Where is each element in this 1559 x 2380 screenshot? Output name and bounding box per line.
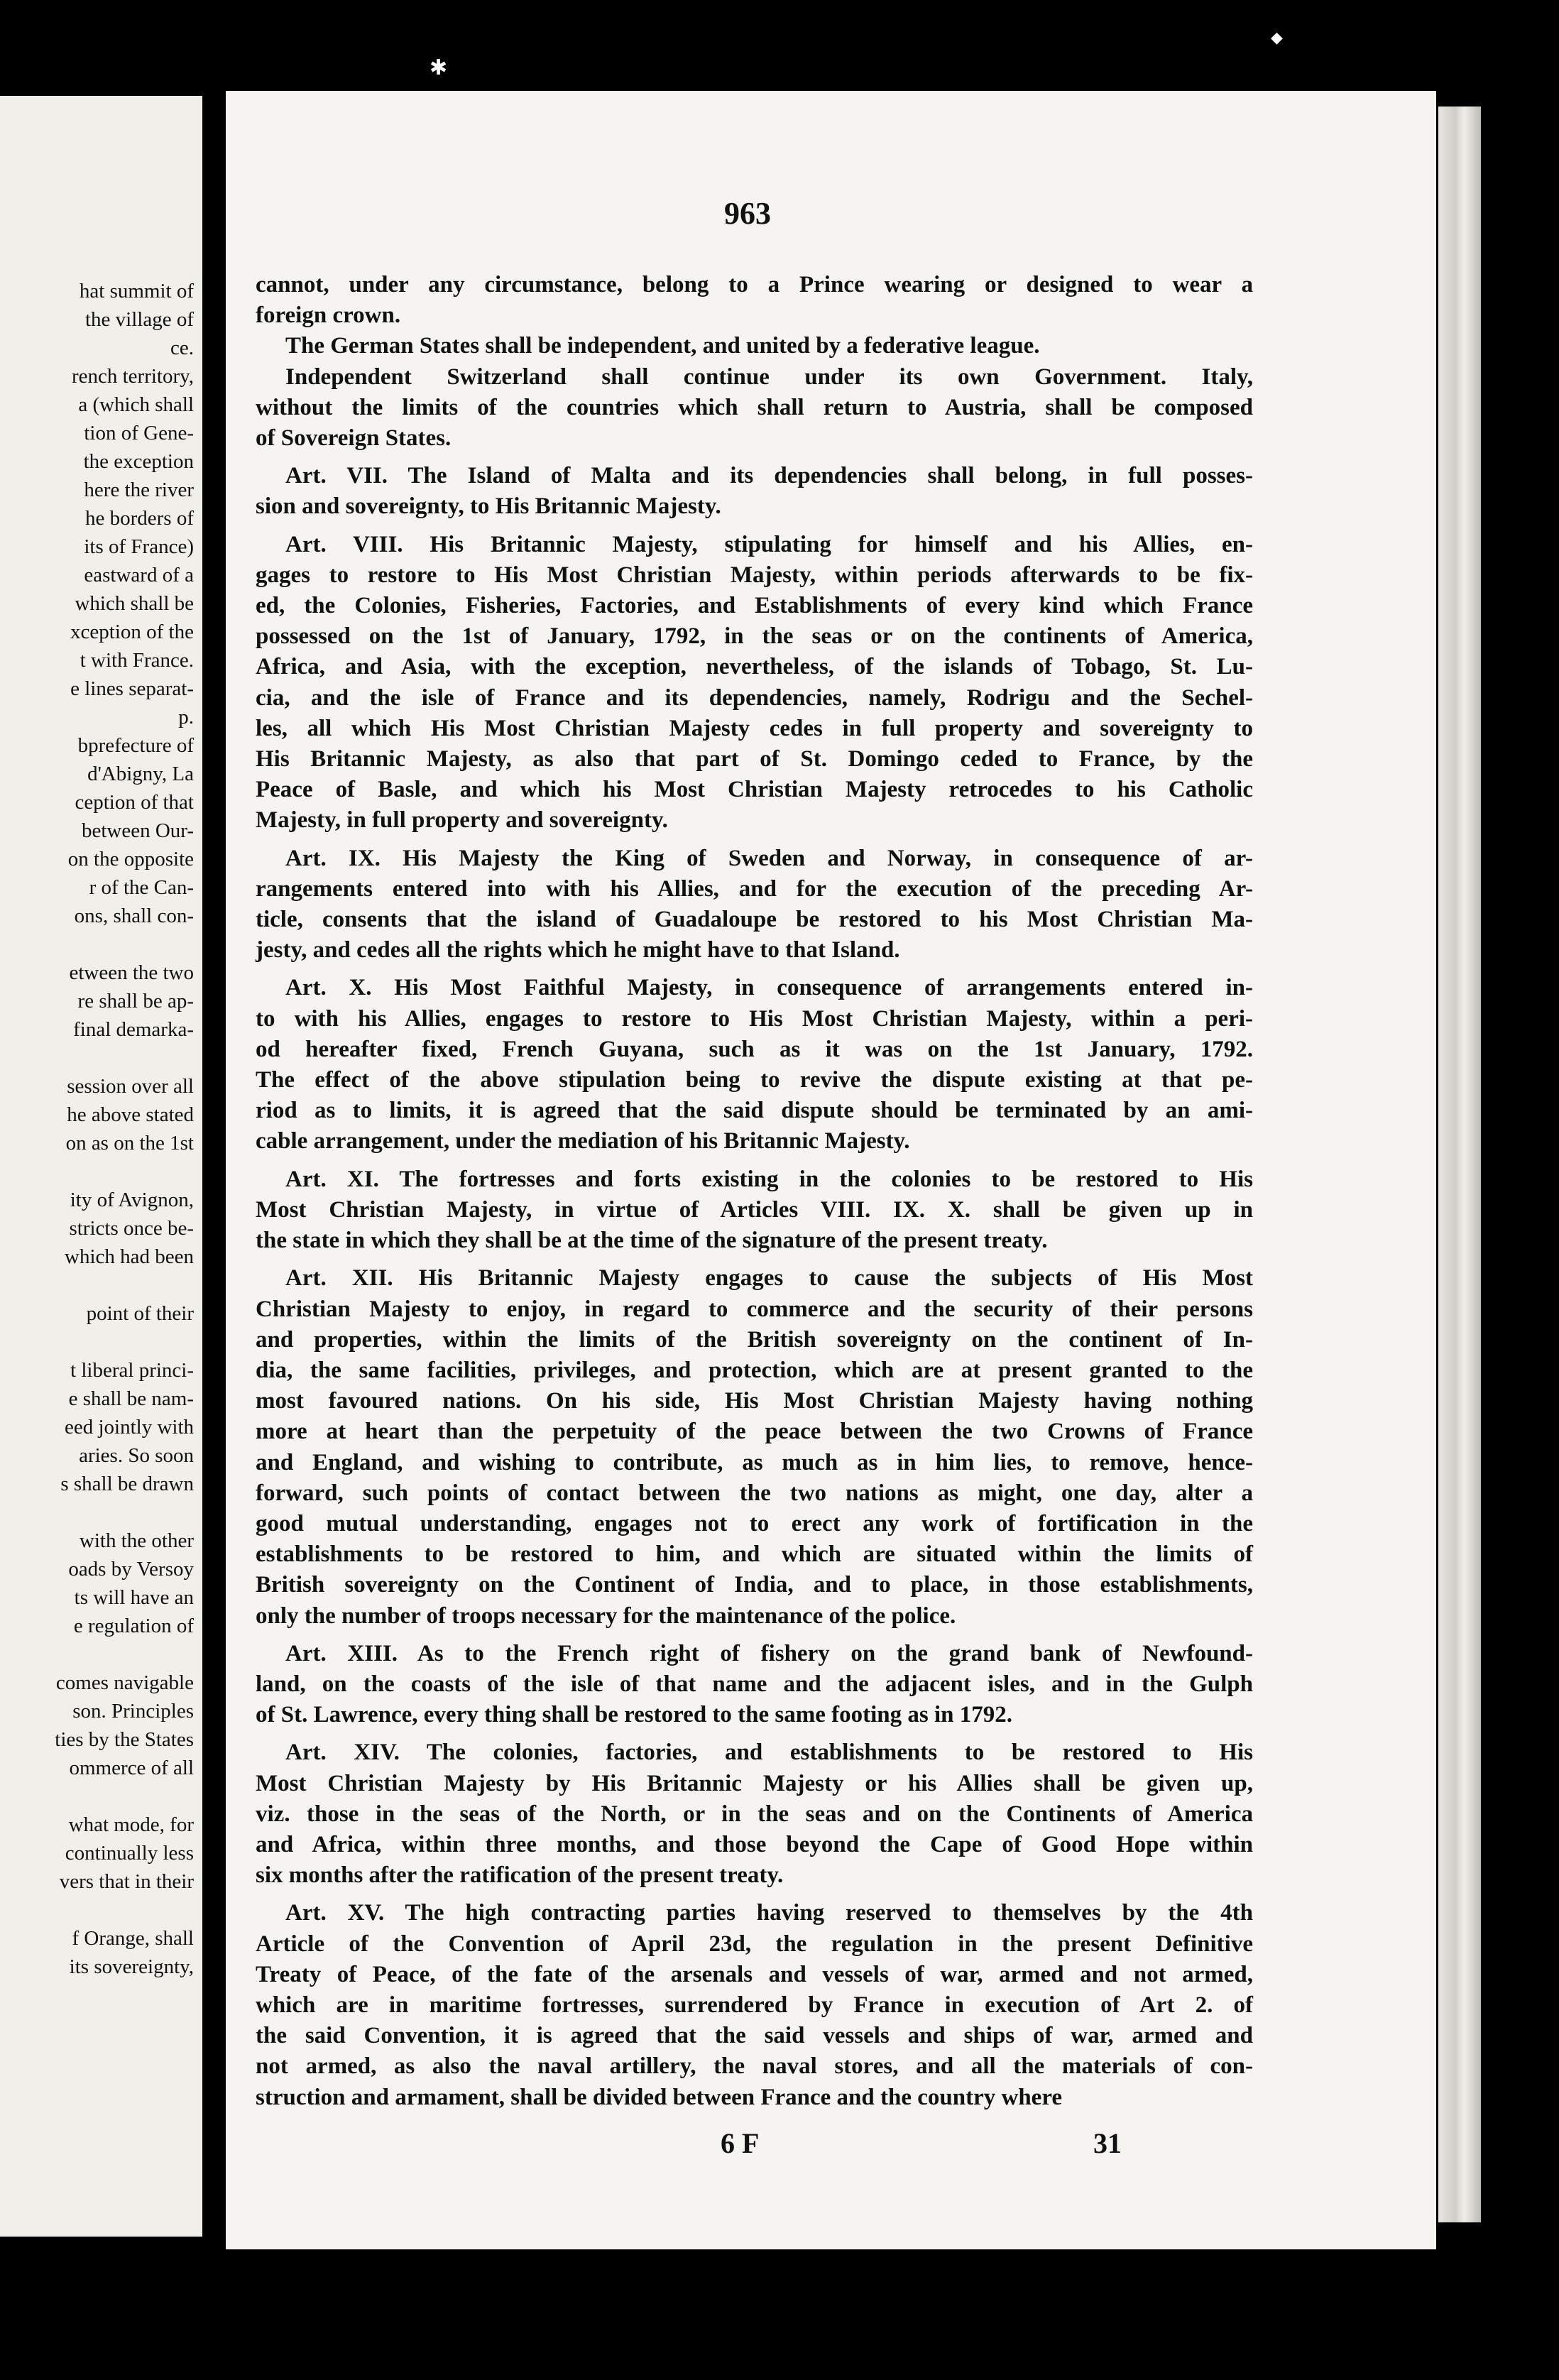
left-page-line: here the river — [84, 479, 194, 501]
paragraph — [256, 1639, 1253, 1731]
left-page-line: stricts once be- — [69, 1217, 194, 1240]
text-line: cia, and the isle of France and its dependencies, namely, Rodrigu and the Sechel- — [256, 684, 1253, 711]
text-line: more at heart than the perpetuity of the peace between the two Crowns of France — [256, 1419, 1253, 1445]
left-page-line: what mode, for — [68, 1813, 194, 1836]
left-page-line: on as on the 1st — [65, 1132, 194, 1154]
left-page-line: son. Principles — [72, 1700, 194, 1723]
left-page-line — [0, 1640, 194, 1669]
text-line: Peace of Basle, and which his Most Christian Majesty retrocedes to his Catholic — [256, 777, 1253, 803]
paragraph — [256, 362, 1253, 454]
paragraph-gap — [256, 836, 1253, 844]
paragraph-gap — [256, 1157, 1253, 1164]
left-page-line: etween the two — [69, 961, 194, 984]
left-page-line: continually less — [65, 1842, 194, 1865]
paragraph-gap — [256, 1891, 1253, 1898]
text-line: ed, the Colonies, Fisheries, Factories, and Establishments of every kind which France — [256, 593, 1253, 619]
text-line: Art. XIII. As to the French right of fishery on the grand bank of Newfound- — [285, 1640, 1253, 1666]
text-line: most favoured nations. On his side, His Most Christian Majesty having nothing — [256, 1388, 1253, 1414]
left-page-line: ommerce of all — [69, 1757, 194, 1779]
text-line: Christian Majesty to enjoy, in regard to commerce and the security of their persons — [256, 1296, 1253, 1322]
left-page-line: e lines separat- — [70, 677, 194, 700]
text-line: riod as to limits, it is agreed that the said dispute should be terminated by an ami- — [256, 1098, 1253, 1124]
paragraph — [256, 1898, 1253, 2112]
text-line: forward, such points of contact between the two nations as might, one day, alter a — [256, 1480, 1253, 1506]
text-line: Majesty, in full property and sovereignty. — [256, 807, 668, 834]
text-line: and Africa, within three months, and those beyond the Cape of Good Hope within — [256, 1831, 1253, 1857]
left-page-line: the village of — [84, 308, 194, 331]
paragraph-gap — [256, 454, 1253, 461]
text-line: gages to restore to His Most Christian Majesty, within periods afterwards to be fix- — [256, 562, 1253, 588]
left-page-line: re shall be ap- — [77, 990, 194, 1012]
text-line: without the limits of the countries which shall return to Austria, shall be composed — [256, 394, 1253, 420]
text-line: ticle, consents that the island of Guadaloupe be restored to his Most Christian Ma- — [256, 907, 1253, 933]
left-page-line: ity of Avignon, — [70, 1189, 194, 1211]
left-page-line: oads by Versoy — [68, 1558, 194, 1581]
article-text — [256, 270, 1253, 2113]
left-page-line: he borders of — [84, 507, 194, 530]
left-page-line: tion of Gene- — [84, 422, 194, 444]
text-line: Art. XIV. The colonies, factories, and establishments to be restored to His — [285, 1740, 1253, 1766]
left-page-line: ons, shall con- — [74, 905, 194, 927]
left-page-line: bprefecture of — [77, 734, 194, 757]
left-page-line: on the opposite — [67, 848, 194, 870]
text-line: Art. XV. The high contracting parties having reserved to themselves by the 4th — [285, 1900, 1253, 1926]
left-page-line: a (which shall — [78, 393, 194, 416]
left-page-line — [0, 1782, 194, 1811]
text-line: Africa, and Asia, with the exception, nevertheless, of the islands of Tobago, St. Lu- — [256, 654, 1253, 680]
left-page-line: p. — [178, 706, 194, 728]
left-page-line: comes navigable — [55, 1671, 194, 1694]
text-line: foreign crown. — [256, 302, 401, 329]
scan-mark: ◆ — [1271, 28, 1283, 46]
paragraph-gap — [256, 1256, 1253, 1263]
left-page-line: e regulation of — [73, 1615, 194, 1637]
text-line: establishments to be restored to him, and which are situated within the limits of — [256, 1541, 1253, 1568]
paragraph — [256, 1164, 1253, 1257]
text-line: land, on the coasts of the isle of that name and the adjacent isles, and in the Gulph — [256, 1671, 1253, 1697]
text-line: His Britannic Majesty, as also that part of St. Domingo ceded to France, by the — [256, 746, 1253, 773]
left-page-line — [0, 1157, 194, 1186]
text-line: Art. XII. His Britannic Majesty engages to cause the subjects of His Most — [285, 1265, 1253, 1292]
paragraph-gap — [256, 1632, 1253, 1639]
text-line: Art. XI. The fortresses and forts existing in the colonies to be restored to His — [285, 1166, 1253, 1192]
page-edge — [1438, 107, 1481, 2222]
scan-mark: ✱ — [430, 56, 448, 80]
left-page — [0, 96, 202, 2237]
paragraph — [256, 1263, 1253, 1631]
left-page-line: eed jointly with — [64, 1416, 194, 1439]
text-line: Treaty of Peace, of the fate of the arsenals and vessels of war, armed and not armed, — [256, 1961, 1253, 1987]
text-line: cable arrangement, under the mediation of his Britannic Majesty. — [256, 1128, 910, 1154]
paragraph — [256, 530, 1253, 836]
left-page-line: t liberal princi- — [70, 1359, 194, 1382]
paragraph — [256, 270, 1253, 331]
text-line: Art. VII. The Island of Malta and its dependencies shall belong, in full posses- — [285, 463, 1253, 489]
text-line: rangements entered into with his Allies, and for the execution of the preceding Ar- — [256, 875, 1253, 902]
left-page-line: e shall be nam- — [68, 1387, 194, 1410]
left-page-line — [0, 1498, 194, 1527]
left-page-line: s shall be drawn — [60, 1473, 194, 1495]
text-line: The effect of the above stipulation being to revive the dispute existing at that pe- — [256, 1067, 1253, 1093]
text-line: only the number of troops necessary for the maintenance of the police. — [256, 1603, 956, 1629]
left-page-line — [0, 1328, 194, 1356]
text-line: od hereafter fixed, French Guyana, such as it was on the 1st January, 1792. — [256, 1036, 1253, 1062]
left-page-line: between Our- — [81, 819, 194, 842]
text-line: The German States shall be independent, and united by a federative league. — [285, 333, 1040, 359]
left-page-line: ception of that — [75, 791, 194, 814]
left-page-line: vers that in their — [59, 1870, 194, 1893]
text-line: of St. Lawrence, every thing shall be restored to the same footing as in 1792. — [256, 1702, 1013, 1728]
left-page-line: aries. So soon — [79, 1444, 194, 1467]
left-page-line: he above stated — [67, 1103, 194, 1126]
paragraph — [256, 973, 1253, 1157]
page-number: 963 — [724, 196, 771, 231]
text-line: Most Christian Majesty, in virtue of Articles VIII. IX. X. shall be given up in — [256, 1196, 1253, 1223]
text-line: to with his Allies, engages to restore to His Most Christian Majesty, within a peri- — [256, 1005, 1253, 1032]
left-page-line: its sovereignty, — [69, 1955, 194, 1978]
left-page-line: xception of the — [70, 621, 194, 643]
left-page-line: its of France) — [84, 535, 194, 558]
left-page-line: r of the Can- — [89, 876, 194, 899]
left-page-line: eastward of a — [84, 564, 194, 586]
left-page-line: ce. — [170, 337, 194, 359]
text-line: viz. those in the seas of the North, or in the seas and on the Continents of America — [256, 1801, 1253, 1827]
left-page-line — [0, 1044, 194, 1072]
paragraph — [256, 461, 1253, 522]
left-page-line — [0, 1271, 194, 1299]
left-page-line: final demarka- — [73, 1018, 194, 1041]
catchword-number: 31 — [1093, 2127, 1122, 2159]
text-line: the state in which they shall be at the time of the signature of the present treaty. — [256, 1228, 1048, 1254]
left-page-line: point of their — [86, 1302, 194, 1325]
text-line: and properties, within the limits of the British sovereignty on the continent of In- — [256, 1326, 1253, 1353]
paragraph-gap — [256, 1730, 1253, 1737]
text-line: Art. VIII. His Britannic Majesty, stipulating for himself and his Allies, en- — [285, 531, 1253, 557]
text-line: Independent Switzerland shall continue under its own Government. Italy, — [285, 364, 1253, 390]
text-line: six months after the ratification of the present treaty. — [256, 1862, 784, 1889]
paragraph-gap — [256, 523, 1253, 530]
left-page-line — [0, 930, 194, 959]
paragraph — [256, 844, 1253, 966]
text-line: Article of the Convention of April 23d, the regulation in the present Definitive — [256, 1931, 1253, 1957]
left-page-line: rench territory, — [71, 365, 194, 388]
left-page-line: with the other — [79, 1529, 194, 1552]
paragraph-gap — [256, 966, 1253, 973]
text-line: dia, the same facilities, privileges, and protection, which are at present granted to the — [256, 1357, 1253, 1383]
text-line: good mutual understanding, engages not to erect any work of fortification in the — [256, 1510, 1253, 1536]
left-page-line: t with France. — [80, 649, 194, 672]
signature-mark: 6 F — [721, 2127, 760, 2159]
left-page-line: ts will have an — [74, 1586, 194, 1609]
text-line: les, all which His Most Christian Majesty cedes in full property and sovereignty to — [256, 715, 1253, 741]
left-page-text — [0, 277, 194, 1981]
text-line: of Sovereign States. — [256, 425, 452, 452]
text-line: which are in maritime fortresses, surrendered by France in execution of Art 2. of — [256, 1992, 1253, 2018]
paragraph — [256, 331, 1253, 361]
text-line: jesty, and cedes all the rights which he might have to that Island. — [256, 937, 900, 964]
text-line: sion and sovereignty, to His Britannic Majesty. — [256, 493, 721, 520]
left-page-line: f Orange, shall — [72, 1927, 194, 1950]
text-line: the said Convention, it is agreed that the said vessels and ships of war, armed and — [256, 2023, 1253, 2049]
left-page-line: ties by the States — [55, 1728, 194, 1751]
text-line: Art. X. His Most Faithful Majesty, in consequence of arrangements entered in- — [285, 975, 1253, 1001]
left-page-line: which shall be — [75, 592, 194, 615]
text-line: and England, and wishing to contribute, as much as in him lies, to remove, hence- — [256, 1449, 1253, 1475]
left-page-line: hat summit of — [79, 280, 194, 302]
left-page-line: which had been — [65, 1245, 194, 1268]
text-line: possessed on the 1st of January, 1792, in the seas or on the continents of America, — [256, 623, 1253, 650]
text-line: British sovereignty on the Continent of India, and to place, in those establishments, — [256, 1572, 1253, 1598]
text-line: Most Christian Majesty by His Britannic Majesty or his Allies shall be given up, — [256, 1770, 1253, 1796]
text-line: not armed, as also the naval artillery, the naval stores, and all the materials of con- — [256, 2053, 1253, 2080]
left-page-line — [0, 1896, 194, 1924]
text-line: cannot, under any circumstance, belong to a Prince wearing or designed to wear a — [256, 272, 1253, 298]
text-line: struction and armament, shall be divided between France and the country where — [256, 2084, 1063, 2110]
left-page-line: session over all — [67, 1075, 194, 1098]
left-page-line: the exception — [83, 450, 194, 473]
text-line: Art. IX. His Majesty the King of Sweden and Norway, in consequence of ar- — [285, 845, 1253, 871]
left-page-line: d'Abigny, La — [87, 763, 194, 785]
paragraph — [256, 1737, 1253, 1891]
